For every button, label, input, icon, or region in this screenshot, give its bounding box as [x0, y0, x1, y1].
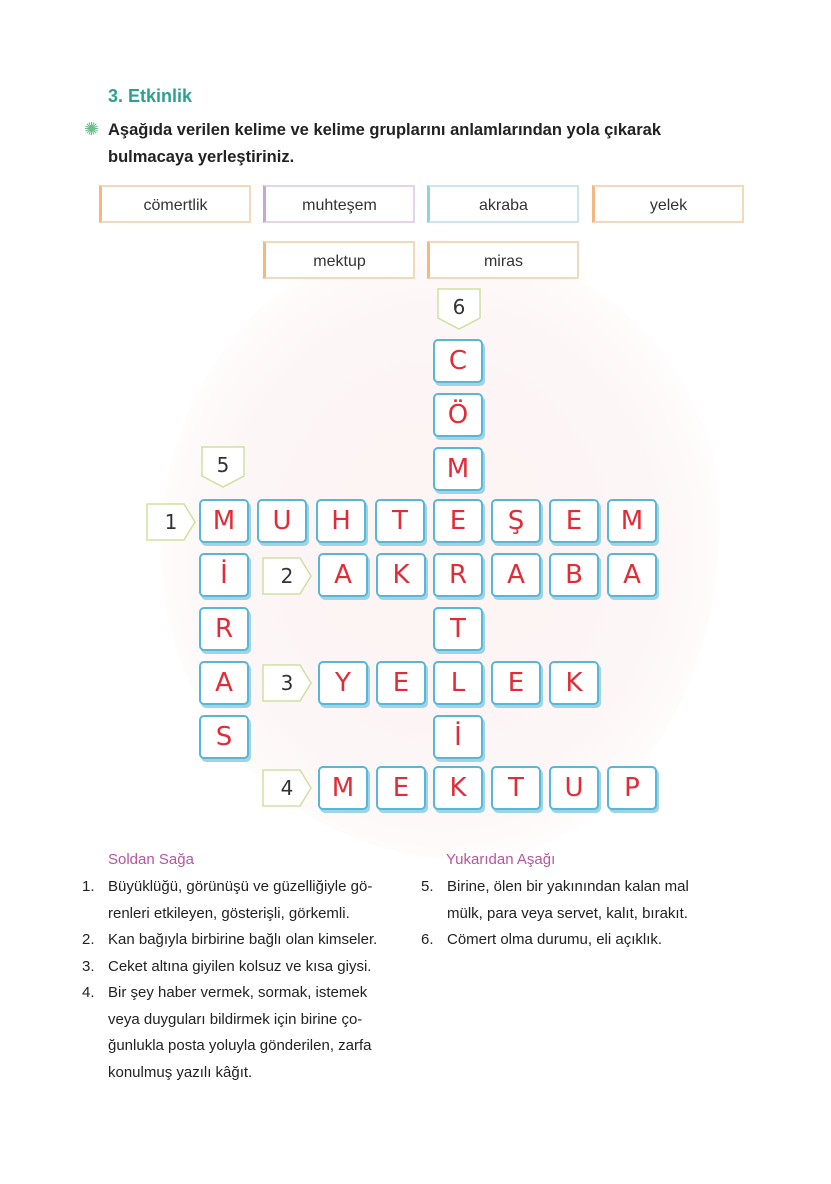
down-clue-list: [421, 874, 751, 954]
puzzle-cell: C: [433, 339, 483, 383]
across-clue-list: [82, 874, 402, 1086]
puzzle-cell: H: [316, 499, 366, 543]
word-box-comertlik: cömertlik: [99, 185, 251, 223]
puzzle-cell: K: [433, 766, 483, 810]
puzzle-cell: Ş: [491, 499, 541, 543]
clue-number-5: 5: [201, 446, 245, 488]
puzzle-cell: E: [433, 499, 483, 543]
clue-number-2: 2: [262, 557, 312, 595]
puzzle-cell: M: [433, 447, 483, 491]
word-box-mektup: mektup: [263, 241, 415, 279]
puzzle-cell: M: [318, 766, 368, 810]
puzzle-cell: A: [607, 553, 657, 597]
puzzle-cell: A: [199, 661, 249, 705]
puzzle-cell: R: [199, 607, 249, 651]
instruction-text: Aşağıda verilen kelime ve kelime gruplarını anlamlarından yola çıkarak bulmacaya yerleştiriniz.: [108, 121, 662, 166]
word-box-akraba: akraba: [427, 185, 579, 223]
puzzle-cell: E: [376, 661, 426, 705]
puzzle-cell: U: [549, 766, 599, 810]
puzzle-cell: K: [549, 661, 599, 705]
puzzle-cell: A: [491, 553, 541, 597]
puzzle-cell: T: [491, 766, 541, 810]
clue-item: 6. Cömert olma durumu, eli açıklık.: [421, 931, 663, 948]
word-box-yelek: yelek: [592, 185, 744, 223]
clue-number-4: 4: [262, 769, 312, 807]
puzzle-cell: S: [199, 715, 249, 759]
puzzle-cell: Y: [318, 661, 368, 705]
puzzle-cell: L: [433, 661, 483, 705]
puzzle-cell: M: [607, 499, 657, 543]
clue-number-1: 1: [146, 503, 196, 541]
activity-title: 3. Etkinlik: [108, 86, 193, 106]
puzzle-cell: E: [549, 499, 599, 543]
puzzle-cell: A: [318, 553, 368, 597]
down-clues-title: Yukarıdan Aşağı: [446, 851, 556, 868]
clue-number-3: 3: [262, 664, 312, 702]
puzzle-cell: R: [433, 553, 483, 597]
puzzle-cell: P: [607, 766, 657, 810]
puzzle-cell: B: [549, 553, 599, 597]
puzzle-cell: İ: [433, 715, 483, 759]
puzzle-cell: Ö: [433, 393, 483, 437]
puzzle-cell: İ: [199, 553, 249, 597]
puzzle-cell: M: [199, 499, 249, 543]
puzzle-cell: T: [433, 607, 483, 651]
puzzle-cell: T: [375, 499, 425, 543]
clue-item: 5. Birine, ölen bir yakınından kalan mal mülk, para veya servet, kalıt, bırakıt.: [421, 878, 689, 922]
clue-number-6: 6: [437, 288, 481, 330]
puzzle-cell: E: [491, 661, 541, 705]
puzzle-cell: K: [376, 553, 426, 597]
puzzle-cell: E: [376, 766, 426, 810]
across-clues-title: Soldan Sağa: [108, 851, 194, 868]
clue-item: 1. Büyüklüğü, görünüşü ve güzelliğiyle gö- renleri etkileyen, gösterişli, görkemli.: [82, 878, 373, 922]
star-burst-icon: ✺: [84, 119, 100, 139]
puzzle-cell: U: [257, 499, 307, 543]
clue-item: 2. Kan bağıyla birbirine bağlı olan kimseler.: [82, 931, 378, 948]
clue-item: 3. Ceket altına giyilen kolsuz ve kısa giysi.: [82, 957, 372, 975]
word-box-miras: miras: [427, 241, 579, 279]
clue-item: 4. Bir şey haber vermek, sormak, istemek veya duyguları bildirmek için birine ço- ğunlukla posta yoluyla gönderilen, zarfa konulmuş yazılı kâğıt.: [82, 984, 372, 1081]
word-box-muhtesem: muhteşem: [263, 185, 415, 223]
